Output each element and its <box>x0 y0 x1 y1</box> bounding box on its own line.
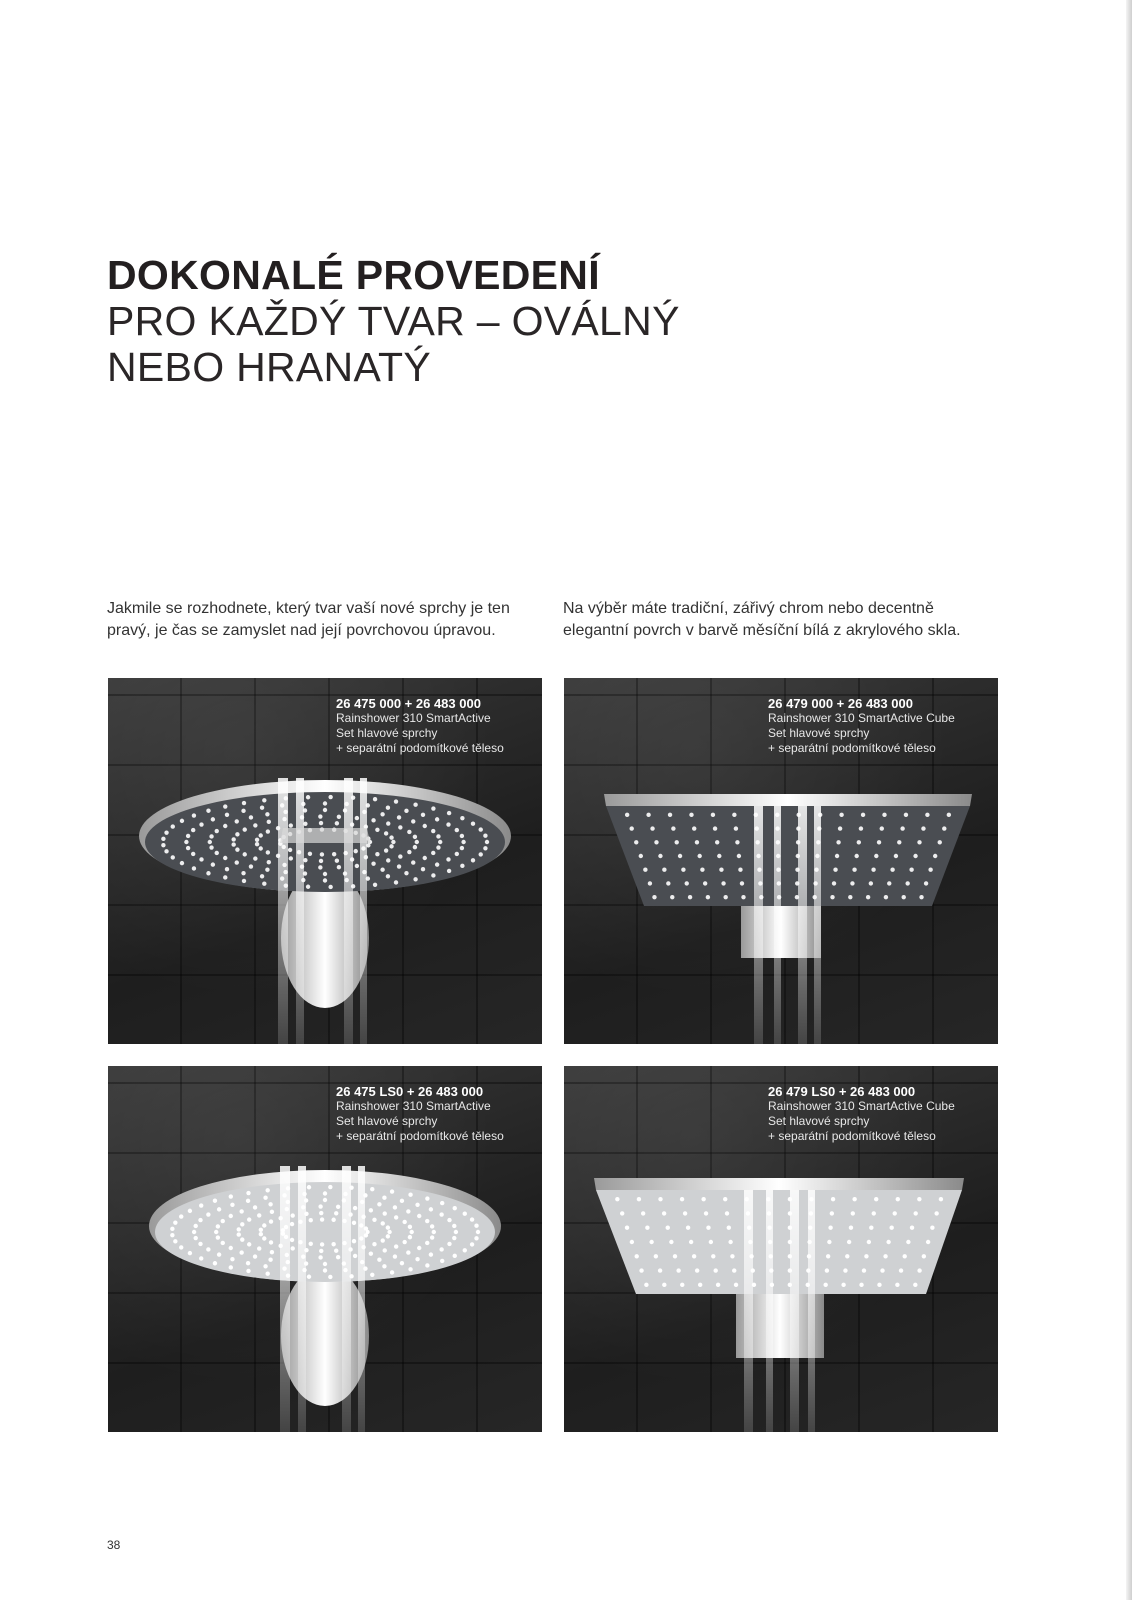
product-type: Set hlavové sprchy <box>336 1114 438 1128</box>
headline-line-3: NEBO HRANATÝ <box>107 344 432 390</box>
headline-line-2: PRO KAŽDÝ TVAR – OVÁLNÝ <box>107 298 680 344</box>
product-extra: + separátní podomítkové těleso <box>336 741 504 755</box>
product-code: 26 479 LS0 + 26 483 000 <box>768 1084 916 1099</box>
product-extra: + separátní podomítkové těleso <box>768 1129 936 1143</box>
product-extra: + separátní podomítkové těleso <box>336 1129 504 1143</box>
product-caption-3 <box>336 1084 504 1144</box>
page-number: 38 <box>107 1538 121 1552</box>
intro-right: Na výběr máte tradiční, zářivý chrom nebo decentně elegantní povrch v barvě měsíční bílá z akrylového skla. <box>563 600 961 639</box>
product-name: Rainshower 310 SmartActive <box>336 1099 491 1113</box>
product-extra: + separátní podomítkové těleso <box>768 741 936 755</box>
product-caption-1 <box>336 696 504 756</box>
headline-bold: DOKONALÉ PROVEDENÍ <box>107 252 600 298</box>
product-photo-1 <box>108 678 542 1044</box>
product-type: Set hlavové sprchy <box>336 726 438 740</box>
product-photo-4 <box>564 1066 998 1432</box>
product-photo-3 <box>108 1066 542 1432</box>
product-photo-2 <box>564 678 998 1044</box>
product-type: Set hlavové sprchy <box>768 1114 870 1128</box>
headline <box>107 252 747 390</box>
product-caption-4 <box>768 1084 955 1144</box>
product-name: Rainshower 310 SmartActive Cube <box>768 1099 955 1113</box>
page-edge-shadow <box>1126 0 1132 1600</box>
product-name: Rainshower 310 SmartActive <box>336 711 491 725</box>
product-caption-2 <box>768 696 955 756</box>
intro-left: Jakmile se rozhodnete, který tvar vaší nové sprchy je ten pravý, je čas se zamyslet nad její povrchovou úpravou. <box>107 600 510 639</box>
product-code: 26 479 000 + 26 483 000 <box>768 696 913 711</box>
product-code: 26 475 LS0 + 26 483 000 <box>336 1084 484 1099</box>
product-code: 26 475 000 + 26 483 000 <box>336 696 481 711</box>
product-type: Set hlavové sprchy <box>768 726 870 740</box>
product-name: Rainshower 310 SmartActive Cube <box>768 711 955 725</box>
